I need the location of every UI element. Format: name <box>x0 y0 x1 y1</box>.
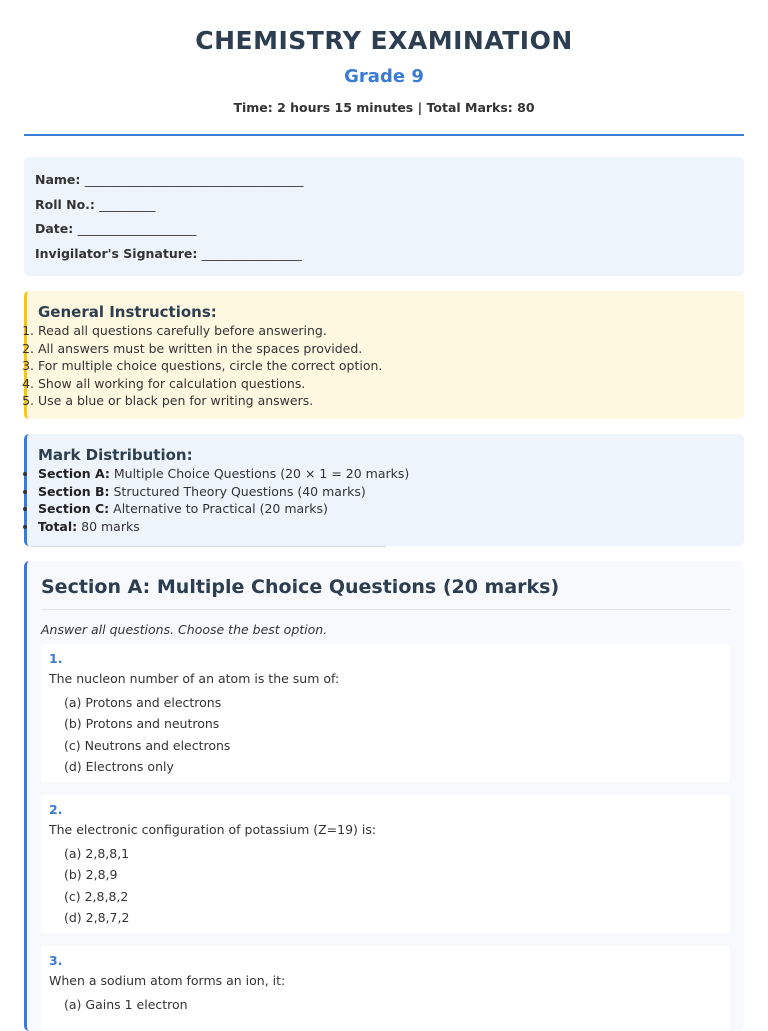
mark-distribution-box <box>24 434 744 546</box>
mark-item-label: Section B: <box>38 483 110 499</box>
section-a <box>24 561 744 1031</box>
name-line: ___________________________________ <box>84 172 304 187</box>
mark-item <box>38 500 744 518</box>
instruction-item <box>22 375 744 393</box>
invigilator-signature-label: Invigilator's Signature: <box>35 245 198 261</box>
bullet-icon <box>23 472 27 476</box>
instruction-text: Use a blue or black pen for writing answers. <box>38 393 314 409</box>
name-field <box>35 171 733 196</box>
instruction-item <box>22 357 744 375</box>
header-divider <box>24 134 744 136</box>
section-a-instructions: Answer all questions. Choose the best option. <box>41 622 328 637</box>
answer-option[interactable]: (c) Neutrons and electrons <box>64 737 231 753</box>
answer-option[interactable]: (a) Gains 1 electron <box>64 997 188 1012</box>
answer-option[interactable]: (b) Protons and neutrons <box>64 716 220 732</box>
options-list <box>49 843 722 928</box>
question-card <box>41 946 730 1031</box>
instruction-number: 5. <box>22 393 34 409</box>
instructions-heading: General Instructions: <box>38 303 217 321</box>
date-line: ___________________ <box>77 221 197 236</box>
exam-meta: Time: 2 hours 15 minutes | Total Marks: 80 <box>233 100 535 115</box>
mark-item-text: 80 marks <box>77 518 140 534</box>
mark-distribution-list <box>38 465 744 535</box>
grade-label: Grade 9 <box>344 66 424 87</box>
bullet-icon <box>23 490 27 494</box>
section-a-title: Section A: Multiple Choice Questions (20 marks) <box>41 575 730 610</box>
answer-option[interactable]: (d) 2,8,7,2 <box>64 909 130 925</box>
question-number: 2. <box>49 802 63 817</box>
answer-option[interactable]: (b) 2,8,9 <box>64 867 118 883</box>
roll-no-line: _________ <box>99 196 156 212</box>
answer-option[interactable]: (d) Electrons only <box>64 758 174 774</box>
invigilator-signature-line: ________________ <box>201 245 302 261</box>
question-number: 1. <box>49 651 63 666</box>
answer-option[interactable]: (a) 2,8,8,1 <box>64 846 130 861</box>
answer-option[interactable]: (c) 2,8,8,2 <box>64 888 129 904</box>
bullet-icon <box>23 507 27 511</box>
question-text: When a sodium atom forms an ion, it: <box>49 973 286 988</box>
mark-distribution-divider <box>30 546 386 547</box>
question-number: 3. <box>49 953 63 968</box>
general-instructions-box <box>24 291 744 419</box>
roll-no-field <box>35 196 733 221</box>
options-list <box>49 692 722 777</box>
instruction-item <box>22 340 744 358</box>
instructions-list <box>22 322 744 410</box>
instruction-text: For multiple choice questions, circle the correct option. <box>38 358 383 374</box>
instruction-number: 2. <box>22 340 34 356</box>
invigilator-signature-field <box>35 245 733 270</box>
roll-no-label: Roll No.: <box>35 196 95 212</box>
mark-item <box>38 483 744 501</box>
exam-title: CHEMISTRY EXAMINATION <box>195 26 573 55</box>
mark-item-label: Total: <box>38 518 78 534</box>
mark-item <box>38 518 744 536</box>
question-text: The nucleon number of an atom is the sum of: <box>49 671 340 686</box>
options-list <box>49 994 722 1015</box>
student-details-box <box>24 157 744 276</box>
instruction-text: Read all questions carefully before answering. <box>38 323 327 338</box>
name-label: Name: <box>35 172 81 187</box>
question-card <box>41 795 730 933</box>
mark-item-label: Section C: <box>38 501 110 517</box>
instruction-number: 3. <box>22 358 34 374</box>
instruction-text: All answers must be written in the spaces provided. <box>38 340 363 356</box>
question-card <box>41 644 730 782</box>
instruction-item <box>22 392 744 410</box>
mark-item-label: Section A: <box>38 466 110 481</box>
question-text: The electronic configuration of potassium (Z=19) is: <box>49 822 377 837</box>
date-field <box>35 220 733 245</box>
instruction-item <box>22 322 744 340</box>
instruction-text: Show all working for calculation questions. <box>38 375 306 391</box>
mark-distribution-heading: Mark Distribution: <box>38 446 193 464</box>
bullet-icon <box>23 525 27 529</box>
mark-item-text: Alternative to Practical (20 marks) <box>109 501 328 517</box>
exam-header <box>0 0 768 117</box>
mark-item-text: Structured Theory Questions (40 marks) <box>109 483 366 499</box>
instruction-number: 1. <box>22 323 34 338</box>
date-label: Date: <box>35 221 74 236</box>
answer-option[interactable]: (a) Protons and electrons <box>64 695 222 710</box>
instruction-number: 4. <box>22 375 34 391</box>
mark-item <box>38 465 744 483</box>
mark-item-text: Multiple Choice Questions (20 × 1 = 20 marks) <box>109 466 410 481</box>
